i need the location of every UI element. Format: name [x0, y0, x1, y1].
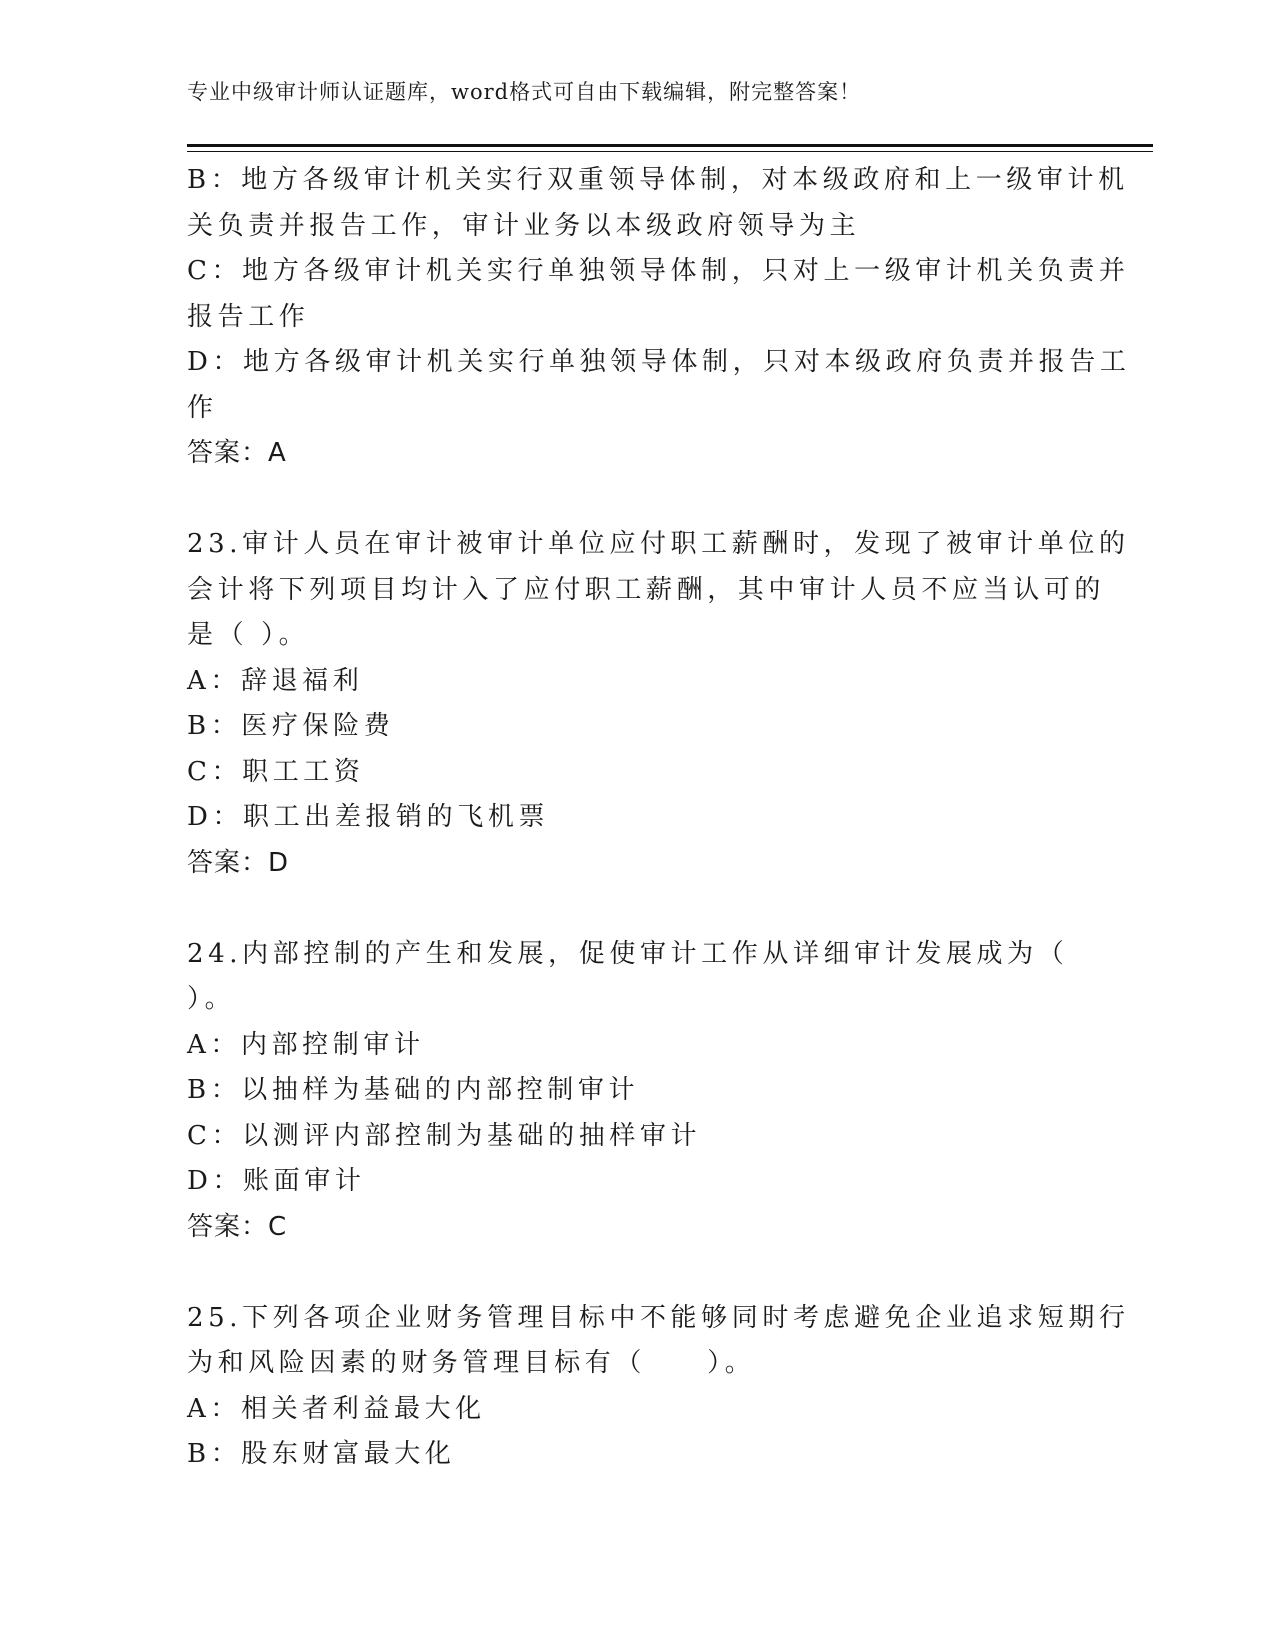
- spacer: [187, 477, 1087, 523]
- option-b: B：以抽样为基础的内部控制审计: [187, 1075, 640, 1105]
- question-stem: 为和风险因素的财务管理目标有（ ）。: [187, 1348, 756, 1378]
- question-block-22: [187, 158, 1131, 477]
- question-stem: 会计将下列项目均计入了应付职工薪酬，其中审计人员不应当认可的: [187, 574, 1106, 605]
- question-stem: ）。: [187, 984, 236, 1014]
- answer-line: 答案：D: [187, 847, 290, 878]
- option-c: C：职工工资: [187, 756, 365, 787]
- option-a: A：辞退福利: [187, 665, 364, 696]
- option-text: D：地方各级审计机关实行单独领导体制，只对本级政府负责并报告工: [187, 347, 1131, 377]
- header-rule-thin: [187, 151, 1153, 152]
- header-rule-thick: [187, 144, 1153, 147]
- option-b: B：医疗保险费: [187, 711, 395, 741]
- question-stem: 是（ ）。: [187, 620, 310, 650]
- question-block-25: [187, 1296, 1130, 1478]
- option-c: C：以测评内部控制为基础的抽样审计: [187, 1120, 702, 1151]
- option-a: A：相关者利益最大化: [187, 1393, 486, 1424]
- question-block-23: [187, 522, 1130, 886]
- option-b: B：股东财富最大化: [187, 1439, 456, 1469]
- option-a: A：内部控制审计: [187, 1029, 425, 1060]
- answer-line: 答案：C: [187, 1211, 288, 1242]
- spacer: [187, 886, 1087, 932]
- option-text: C：地方各级审计机关实行单独领导体制，只对上一级审计机关负责并: [187, 256, 1130, 286]
- option-text: B：地方各级审计机关实行双重领导体制，对本级政府和上一级审计机: [187, 165, 1129, 195]
- document-body: [187, 158, 1131, 1478]
- question-stem: 24.内部控制的产生和发展，促使审计工作从详细审计发展成为（: [187, 938, 1069, 969]
- option-text: 作: [187, 392, 218, 423]
- question-stem: 25.下列各项企业财务管理目标中不能够同时考虑避免企业追求短期行: [187, 1302, 1130, 1333]
- option-text: 报告工作: [187, 301, 310, 332]
- answer-line: 答案：A: [187, 438, 287, 468]
- question-stem: 23.审计人员在审计被审计单位应付职工薪酬时，发现了被审计单位的: [187, 529, 1130, 559]
- page-header: 专业中级审计师认证题库，word格式可自由下载编辑，附完整答案！: [187, 80, 862, 104]
- question-block-24: [187, 932, 1087, 1251]
- option-text: 关负责并报告工作，审计业务以本级政府领导为主: [187, 210, 861, 241]
- option-d: D：账面审计: [187, 1166, 366, 1196]
- spacer: [187, 1250, 1087, 1296]
- option-d: D：职工出差报销的飞机票: [187, 802, 550, 832]
